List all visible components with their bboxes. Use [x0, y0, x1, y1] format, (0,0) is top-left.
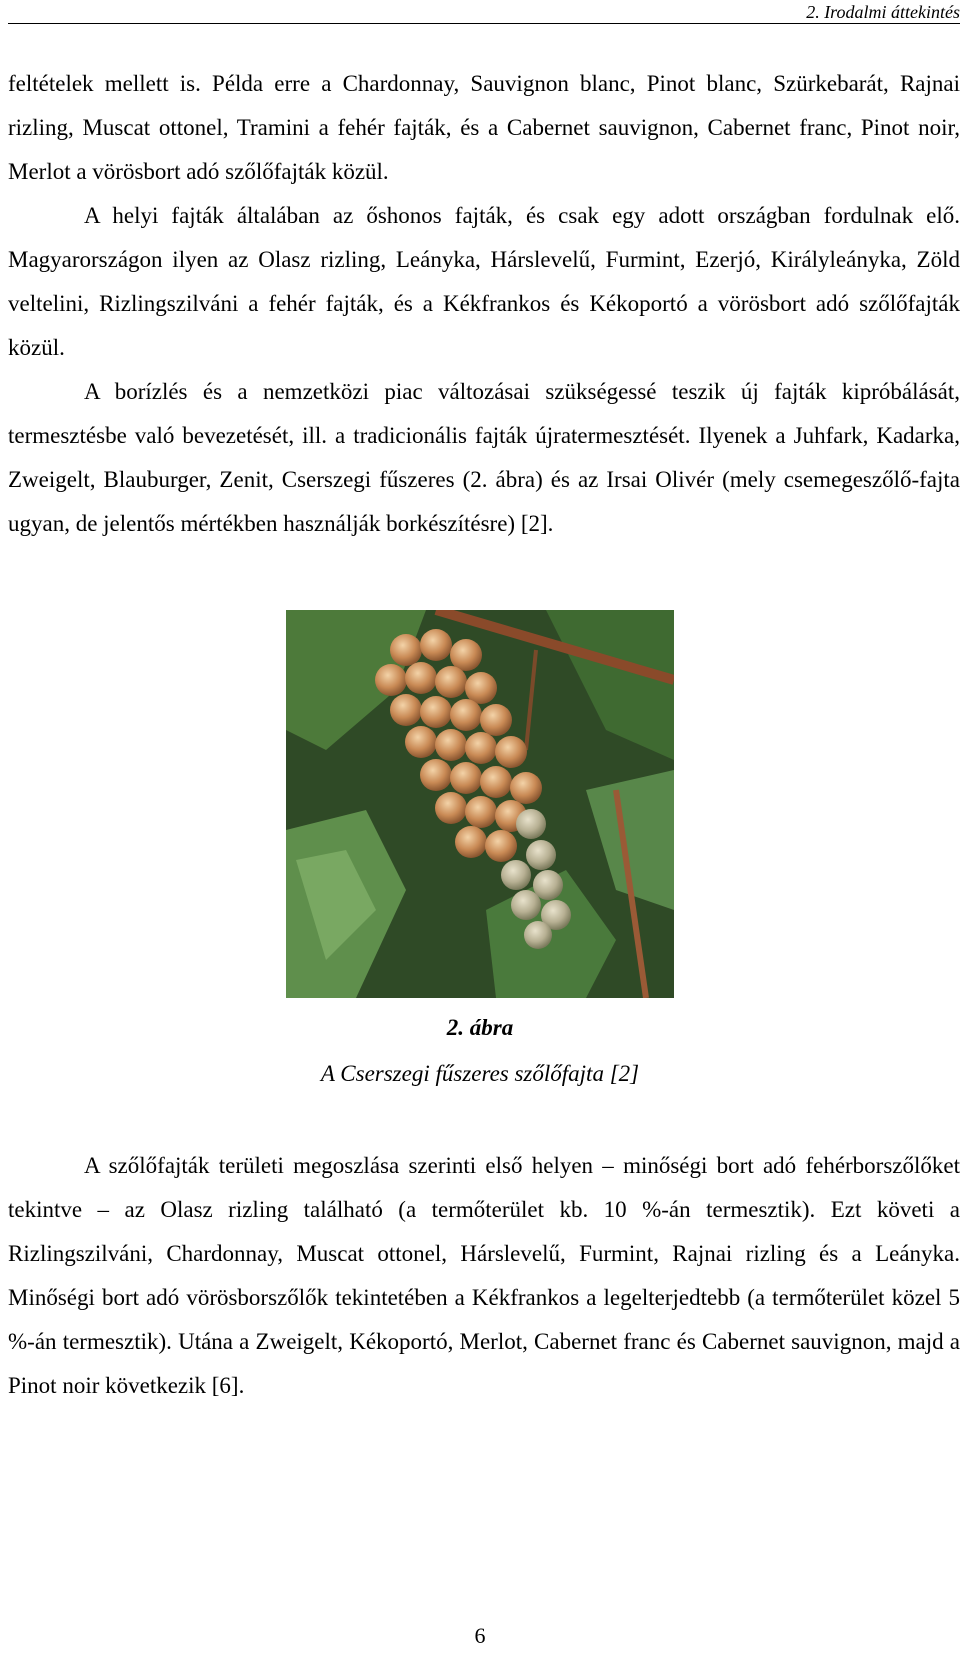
paragraph: A szőlőfajták területi megoszlása szerinti első helyen – minőségi bort adó fehérborszőlőket tekintve – az Olasz rizling található (a termőterület kb. 10 %-án termesztik). Ezt követi a Rizlingszilváni, Chardonnay, Muscat ottonel, Hárslevelű, Furmint, Rajnai rizling és a Leányka. Minőségi bort adó vörösborszőlők tekintetében a Kékfrankos a legelterjedtebb (a termőterület közel 5 %-án termesztik). Utána a Zweigelt, Kékoportó, Merlot, Cabernet franc és Cabernet sauvignon, majd a Pinot noir következik [6].: [8, 1153, 960, 1398]
figure-caption: A Cserszegi fűszeres szőlőfajta [2]: [320, 1061, 640, 1086]
page-header: [8, 0, 960, 24]
chapter-title: 2. Irodalmi áttekintés: [806, 2, 960, 22]
page-number: 6: [474, 1623, 486, 1648]
grape-cluster-photo: [286, 610, 674, 998]
paragraph: A borízlés és a nemzetközi piac változásai szükségessé teszik új fajták kipróbálását, termesztésbe való bevezetését, ill. a tradicionális fajták újratermesztését. Ilyenek a Juhfark, Kadarka, Zweigelt, Blauburger, Zenit, Cserszegi fűszeres (2. ábra) és az Irsai Olivér (mely csemegeszőlő-fajta ugyan, de jelentős mértékben használják borkészítésre) [2].: [8, 379, 960, 536]
paragraph: feltételek mellett is. Példa erre a Chardonnay, Sauvignon blanc, Pinot blanc, Szürkebarát, Rajnai rizling, Muscat ottonel, Tramini a fehér fajták, és a Cabernet sauvignon, Cabernet franc, Pinot noir, Merlot a vörösbort adó szőlőfajták közül.: [8, 71, 960, 184]
text-block-bottom: [8, 1144, 960, 1408]
text-block-top: [8, 62, 960, 546]
figure-number: 2. ábra: [446, 1015, 514, 1040]
paragraph: A helyi fajták általában az őshonos fajták, és csak egy adott országban fordulnak elő. Magyarországon ilyen az Olasz rizling, Leányka, Hárslevelű, Furmint, Ezerjó, Királyleányka, Zöld veltelini, Rizlingszilváni a fehér fajták, és a Kékfrankos és Kékoportó a vörösbort adó szőlőfajták közül.: [8, 203, 960, 360]
